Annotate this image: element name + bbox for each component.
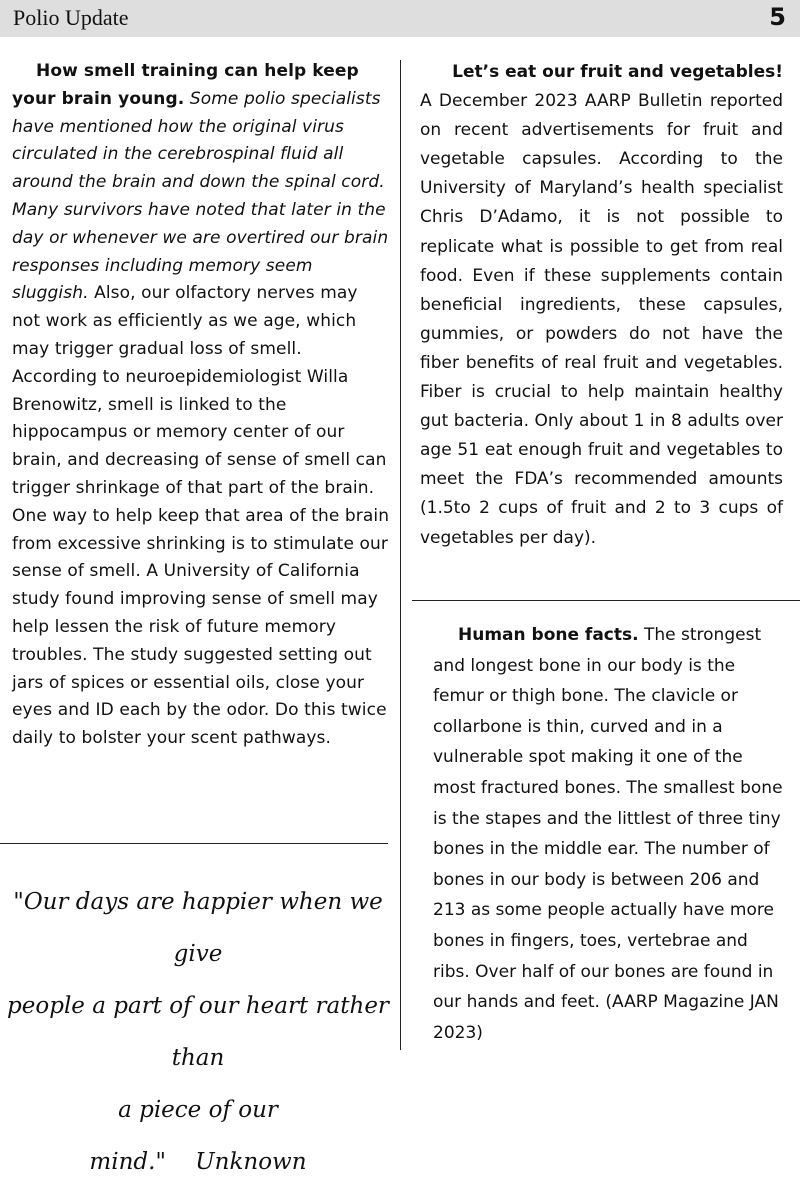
left-divider-line bbox=[0, 843, 388, 844]
newsletter-title: Polio Update bbox=[13, 5, 129, 30]
fruit-article bbox=[420, 58, 783, 553]
bone-article-text bbox=[433, 620, 783, 1048]
quote-line-3-text: a piece of our mind." bbox=[89, 1097, 278, 1175]
quote-attribution: Unknown bbox=[195, 1149, 307, 1175]
smell-article-heading: How smell training can help keep your brain young. bbox=[12, 61, 359, 109]
quote-block bbox=[6, 876, 390, 1188]
bone-article-heading: Human bone facts. bbox=[458, 625, 639, 645]
smell-article bbox=[12, 58, 390, 753]
right-divider-line bbox=[412, 600, 800, 601]
quote-line-3 bbox=[6, 1084, 390, 1188]
quote-line-2: people a part of our heart rather than bbox=[7, 993, 389, 1071]
smell-article-text bbox=[12, 58, 390, 753]
column-divider bbox=[400, 60, 401, 1050]
fruit-article-heading: Let’s eat our fruit and vegetables! bbox=[452, 62, 783, 82]
page-number: 5 bbox=[769, 3, 786, 31]
bone-article-body: The strongest and longest bone in our body is the femur or thigh bone. The clavicle or collarbone is thin, curved and in a vulnerable spot making it one of the most fractured bones. The smallest bone is the stapes and the littlest of three tiny bones in the middle ear. The number of bones in our body is between 206 and 213 as some people actually have more bones in fingers, toes, vertebrae and ribs. Over half of our bones are found in our hands and feet. (AARP Magazine JAN 2023) bbox=[433, 625, 783, 1043]
fruit-article-body: A December 2023 AARP Bulletin reported on recent advertisements for fruit and vegetable capsules. According to the University of Maryland’s health specialist Chris D’Adamo, it is not possible to replicate what is possible to get from real food. Even if these supplements contain beneficial ingredients, these capsules, gummies, or powders do not have the fiber benefits of real fruit and vegetables. Fiber is crucial to help maintain healthy gut bacteria. Only about 1 in 8 adults over age 51 eat enough fruit and vegetables to meet the FDA’s recommended amounts (1.5to 2 cups of fruit and 2 to 3 cups of vegetables per day). bbox=[420, 91, 783, 548]
quote-line-1: "Our days are happier when we give bbox=[13, 889, 383, 967]
page-header bbox=[0, 0, 800, 37]
bone-article bbox=[433, 620, 783, 1048]
smell-article-italic: Some polio specialists have mentioned how the original virus circulated in the cerebrospinal fluid all around the brain and down the spinal cord. Many survivors have noted that later in the day or whenever we are overtired our brain responses including memory seem sluggish. bbox=[12, 88, 389, 304]
smell-article-body: Also, our olfactory nerves may not work as efficiently as we age, which may trigger gradual loss of smell. According to neuroepidemiologist Willa Brenowitz, smell is linked to the hippocampus or memory center of our brain, and decreasing of sense of smell can trigger shrinkage of that part of the brain. One way to help keep that area of the brain from excessive shrinking is to stimulate our sense of smell. A University of California study found improving sense of smell may help lessen the risk of future memory troubles. The study suggested setting out jars of spices or essential oils, close your eyes and ID each by the odor. Do this twice daily to bolster your scent pathways. bbox=[12, 283, 390, 749]
